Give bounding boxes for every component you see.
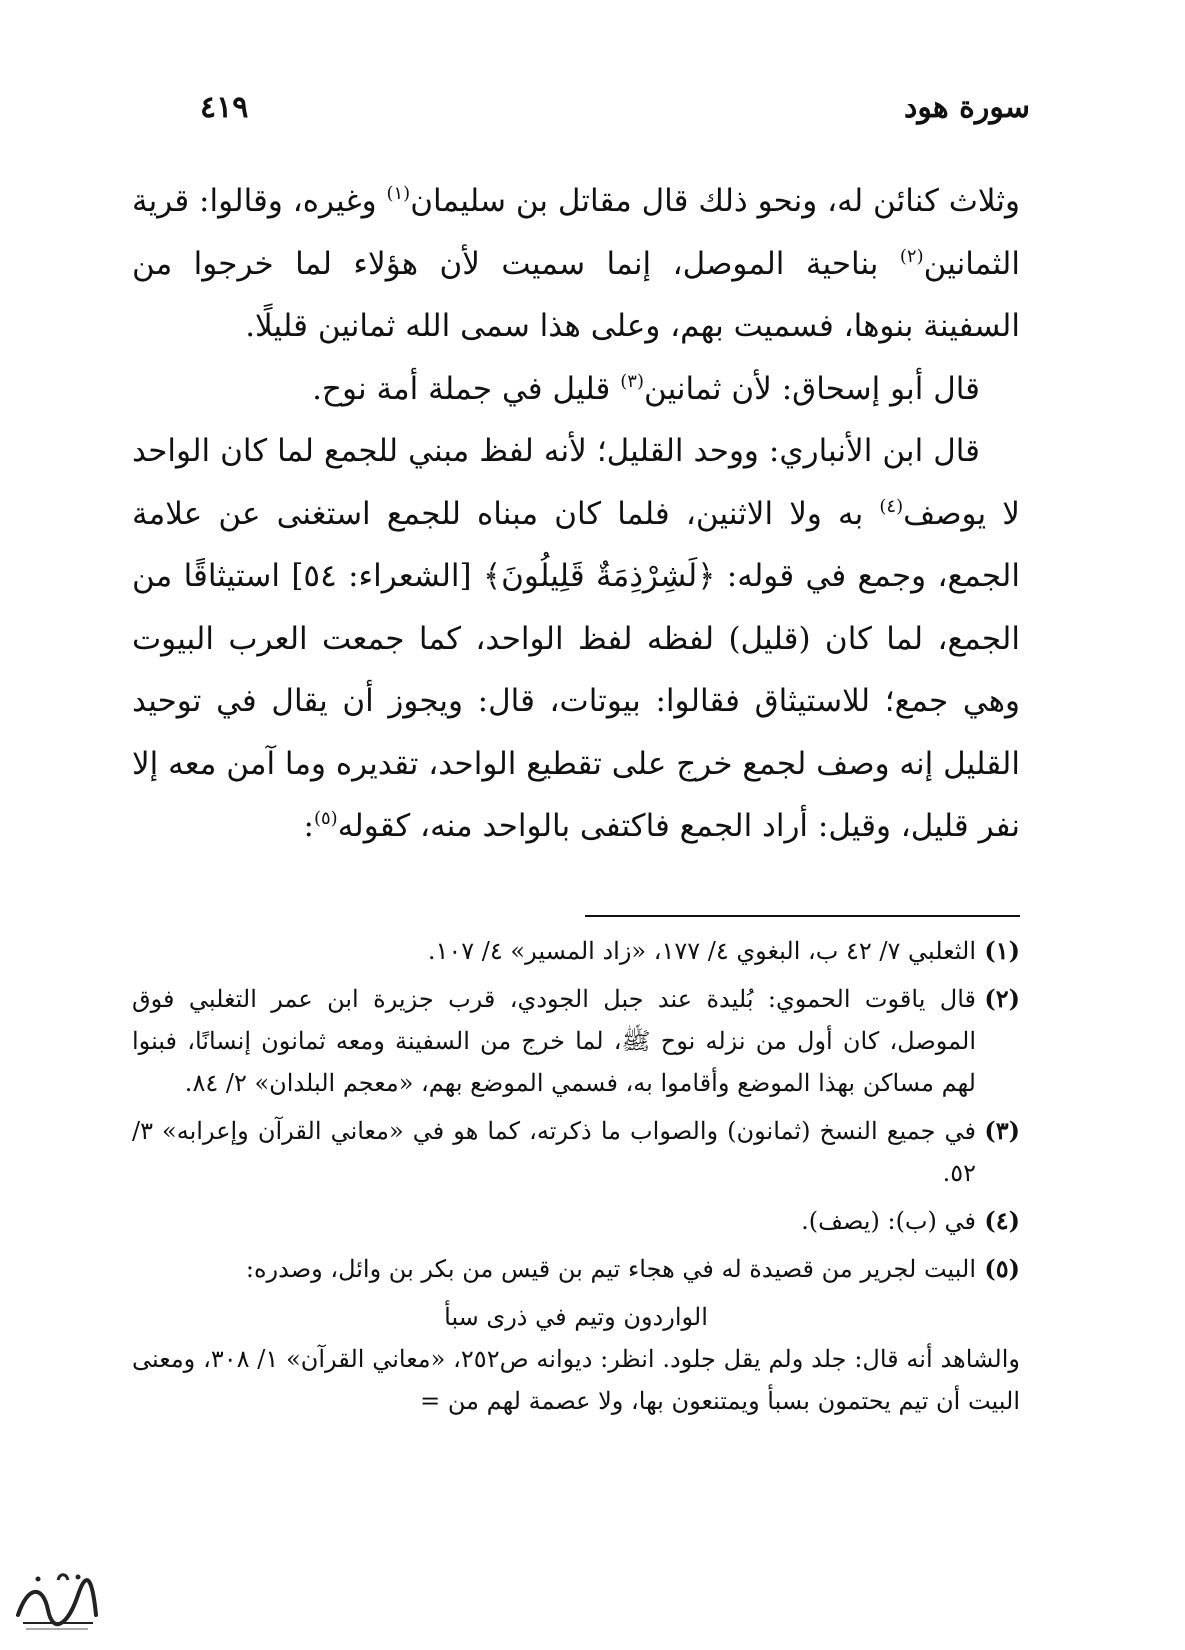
footnote-ref-3: (٣) [620, 370, 644, 392]
p1-text-a: وثلاث كنائن له، ونحو ذلك قال مقاتل بن سليمان [410, 183, 1020, 219]
footnote-number: (٣) [984, 1116, 1020, 1145]
footnote-ref-1: (١) [386, 183, 411, 204]
p2-text-b: قليل في جملة أمة نوح. [312, 370, 621, 407]
footnotes [132, 930, 1020, 1422]
footnote-ref-4: (٤) [879, 495, 904, 517]
footnote-text: في (ب): (يصف). [801, 1207, 976, 1235]
page-number: ٤١٩ [200, 90, 249, 125]
main-text [132, 170, 1020, 858]
p1-text-c: بناحية الموصل، إنما سميت لأن هؤلاء لما خرجوا من السفينة بنوها، فسميت بهم، وعلى هذا سمى الله ثمانين قليلًا. [132, 245, 1020, 344]
footnote-text: الثعلبي ٧/ ٤٢ ب، البغوي ٤/ ١٧٧، «زاد المسير» ٤/ ١٠٧. [427, 937, 976, 965]
footnote-4 [132, 1200, 1020, 1242]
surah-title: سورة هود [904, 90, 1030, 125]
p3-text-a: قال ابن الأنباري: ووحد القليل؛ لأنه لفظ مبني للجمع لما كان الواحد لا يوصف [132, 433, 1020, 532]
footnote-ref-2: (٢) [899, 245, 924, 267]
footnote-3 [132, 1110, 1020, 1194]
footnote-separator [585, 915, 1020, 917]
paragraph-3 [132, 420, 1020, 858]
p2-text-a: قال أبو إسحاق: لأن ثمانين [643, 370, 980, 407]
footnote-number: (٥) [984, 1254, 1020, 1283]
footnote-2 [132, 978, 1020, 1104]
footnote-text: قال ياقوت الحموي: بُليدة عند جبل الجودي، قرب جزيرة ابن عمر التغلبي فوق الموصل، كان أول من نزله نوح ﷺ، لما خرج من السفينة ومعه ثمانون إنسانًا، فبنوا لهم مساكن بهذا الموضع وأقاموا به، فسمي الموضع بهم، «معجم البلدان» ٢/ ٨٤. [132, 985, 976, 1097]
footnote-text: في جميع النسخ (ثمانون) والصواب ما ذكرته، كما هو في «معاني القرآن وإعرابه» ٣/ ٥٢. [132, 1117, 976, 1187]
footnote-continuation: والشاهد أنه قال: جلد ولم يقل جلود. انظر: ديوانه ص٢٥٢، «معاني القرآن» ١/ ٣٠٨، ومعنى البيت أن تيم يحتمون بسبأ ويمتنعون بها، ولا عصمة لهم من = [132, 1345, 1020, 1415]
footnote-5 [132, 1248, 1020, 1290]
footnote-number: (١) [984, 936, 1020, 965]
paragraph-2 [132, 358, 1020, 421]
watermark-logo-icon [8, 1565, 103, 1637]
poetry-verse: الواردون وتيم في ذرى سبأ [444, 1303, 708, 1331]
footnote-1 [132, 930, 1020, 972]
footnote-text: البيت لجرير من قصيدة له في هجاء تيم بن قيس من بكر بن وائل، وصدره: [245, 1255, 976, 1283]
paragraph-1 [132, 170, 1020, 358]
p3-text-c: : [303, 808, 314, 844]
p1-text-b: وغيره، وقالوا: قرية الثمانين [132, 183, 1020, 282]
footnote-number: (٤) [984, 1206, 1020, 1235]
footnote-number: (٢) [984, 984, 1020, 1013]
p3-text-b: به ولا الاثنين، فلما كان مبناه للجمع استغنى عن علامة الجمع، وجمع في قوله: ﴿لَشِرْذِمَةٌ قَلِيلُونَ﴾ [الشعراء: ٥٤] استيثاقًا من الجمع، لما كان (قليل) لفظه لفظ الواحد، كما جمعت العرب البيوت وهي جمع؛ للاستيثاق فقالوا: بيوتات، قال: ويجوز أن يقال في توحيد القليل إنه وصف لجمع خرج على تقطيع الواحد، تقديره وما آمن معه إلا نفر قليل، وقيل: أراد الجمع فاكتفى بالواحد منه، كقوله [132, 495, 1021, 844]
footnote-ref-5: (٥) [313, 808, 338, 829]
